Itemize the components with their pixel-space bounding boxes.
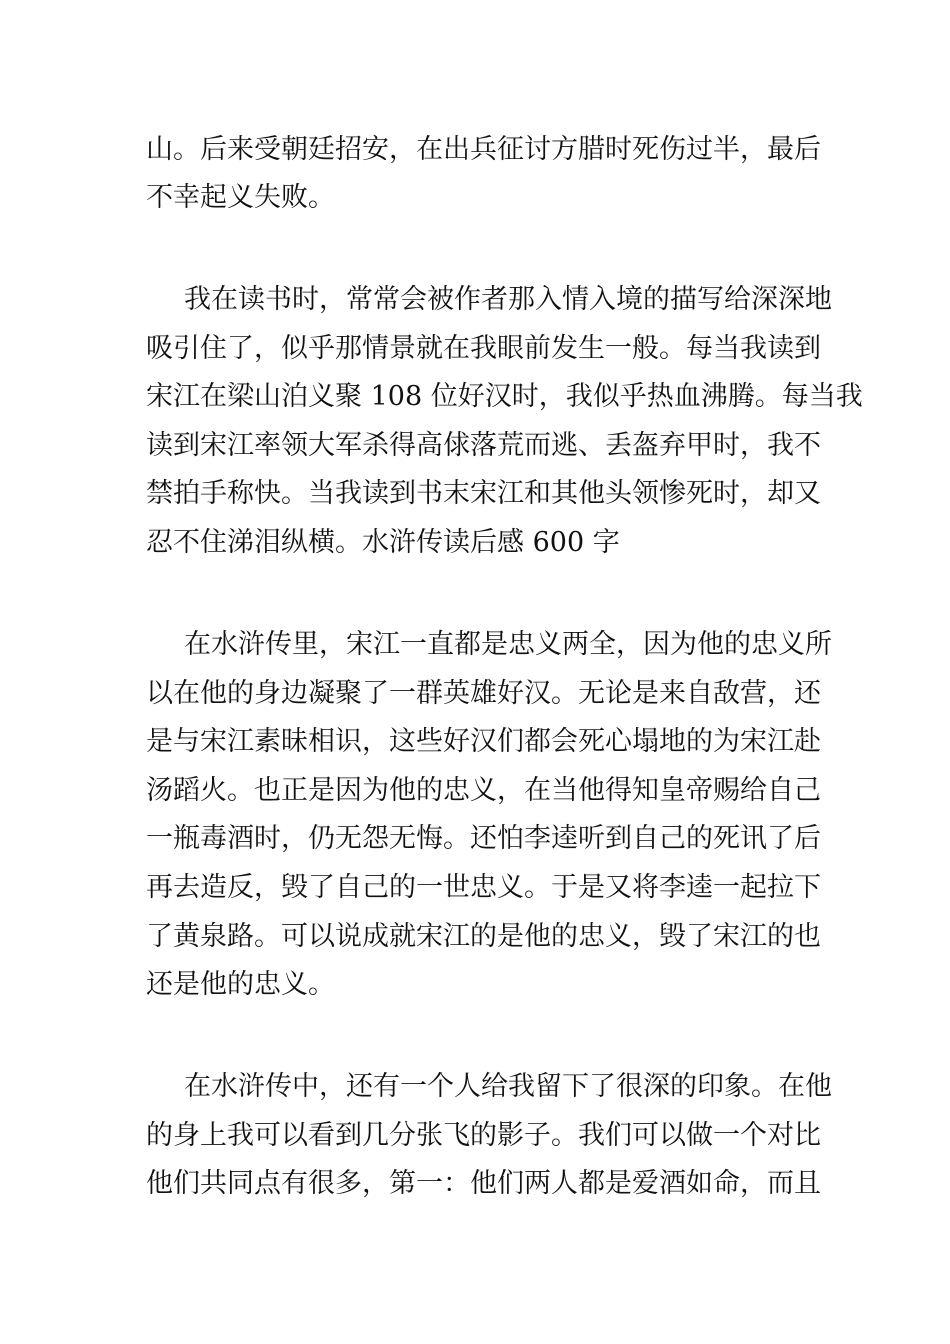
paragraph-2-line-2: 吸引住了，似乎那情景就在我眼前发生一般。每当我读到 — [146, 333, 821, 364]
paragraph-3-line-3: 是与宋江素昧相识，这些好汉们都会死心塌地的为宋江赴 — [146, 726, 821, 757]
paragraph-1-line-2: 不幸起义失败。 — [146, 182, 335, 213]
paragraph-1-line-1: 山。后来受朝廷招安，在出兵征讨方腊时死伤过半，最后 — [146, 134, 821, 165]
paragraph-2-line-1: 我在读书时，常常会被作者那入情入境的描写给深深地 — [184, 284, 832, 315]
paragraph-2-line-6: 忍不住涕泪纵横。水浒传读后感 600 字 — [146, 527, 620, 558]
paragraph-2-line-4: 读到宋江率领大军杀得高俅落荒而逃、丢盔弃甲时，我不 — [146, 430, 821, 461]
paragraph-3-line-5: 一瓶毒酒时，仍无怨无悔。还怕李逵听到自己的死讯了后 — [146, 823, 821, 854]
paragraph-2-line-5: 禁拍手称快。当我读到书末宋江和其他头领惨死时，却又 — [146, 478, 821, 509]
paragraph-4-line-2: 的身上我可以看到几分张飞的影子。我们可以做一个对比 — [146, 1120, 821, 1151]
paragraph-2-line-3: 宋江在梁山泊义聚 108 位好汉时，我似乎热血沸腾。每当我 — [146, 381, 863, 412]
paragraph-3-line-2: 以在他的身边凝聚了一群英雄好汉。无论是来自敌营，还 — [146, 678, 821, 709]
paragraph-4-line-1: 在水浒传中，还有一个人给我留下了很深的印象。在他 — [184, 1071, 832, 1102]
paragraph-3-line-1: 在水浒传里，宋江一直都是忠义两全，因为他的忠义所 — [184, 629, 832, 660]
paragraph-3-line-8: 还是他的忠义。 — [146, 969, 335, 1000]
paragraph-4-line-3: 他们共同点有很多，第一：他们两人都是爱酒如命，而且 — [146, 1168, 821, 1199]
paragraph-3-line-6: 再去造反，毁了自己的一世忠义。于是又将李逵一起拉下 — [146, 872, 821, 903]
paragraph-3-line-4: 汤蹈火。也正是因为他的忠义，在当他得知皇帝赐给自己 — [146, 775, 821, 806]
paragraph-3-line-7: 了黄泉路。可以说成就宋江的是他的忠义，毁了宋江的也 — [146, 921, 821, 952]
